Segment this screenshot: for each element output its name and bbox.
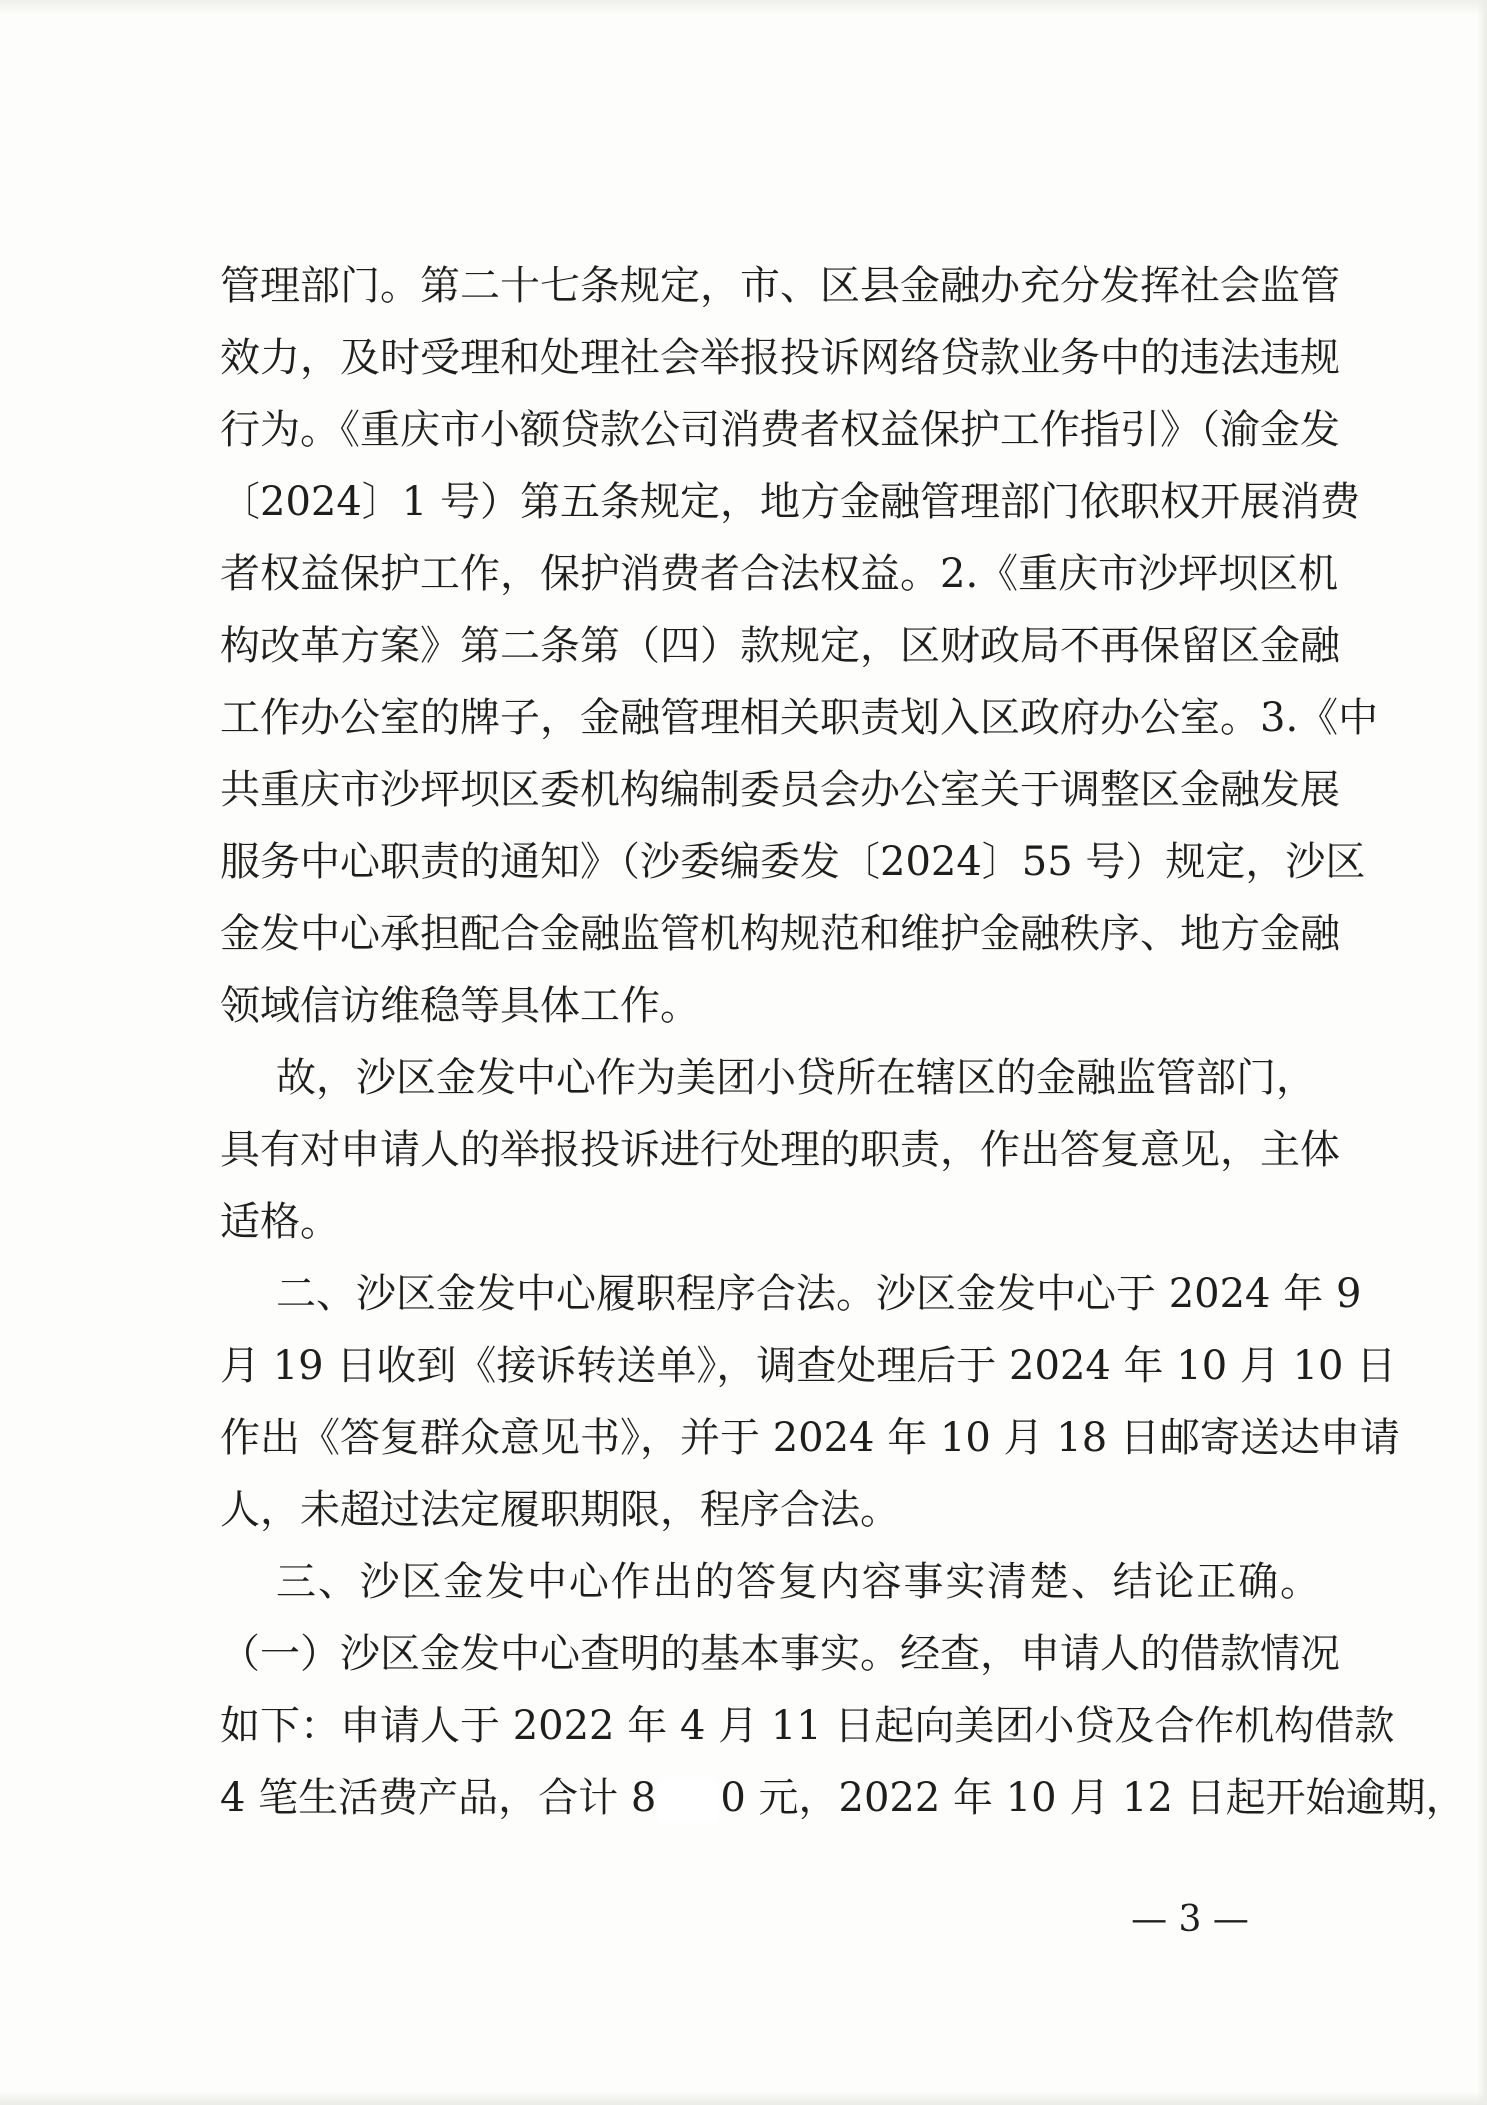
text-after-redaction: 0 元，2022 年 10 月 12 日起开始逾期， (720, 1775, 1466, 1821)
scan-edge-bottom (0, 2091, 1487, 2105)
text-line: 作出《答复群众意见书》，并于 2024 年 10 月 18 日邮寄送达申请 (220, 1415, 1400, 1461)
text-line: 月 19 日收到《接诉转送单》，调查处理后于 2024 年 10 月 10 日 (220, 1343, 1397, 1389)
text-line: 服务中心职责的通知》（沙委编委发〔2024〕55 号）规定，沙区 (220, 839, 1366, 885)
text-line: 三、沙区金发中心作出的答复内容事实清楚、结论正确。 (276, 1559, 1320, 1605)
text-line: 效力，及时受理和处理社会举报投诉网络贷款业务中的违法违规 (220, 335, 1340, 381)
text-line-redacted (220, 1766, 1466, 1830)
text-line: 如下：申请人于 2022 年 4 月 11 日起向美团小贷及合作机构借款 (220, 1703, 1395, 1749)
text-line: 构改革方案》第二条第（四）款规定，区财政局不再保留区金融 (220, 623, 1340, 669)
text-line: 管理部门。第二十七条规定，市、区县金融办充分发挥社会监管 (220, 263, 1340, 309)
text-line: 二、沙区金发中心履职程序合法。沙区金发中心于 2024 年 9 (276, 1271, 1362, 1317)
text-line: 人，未超过法定履职期限，程序合法。 (220, 1487, 900, 1533)
text-line: （一）沙区金发中心查明的基本事实。经查，申请人的借款情况 (220, 1631, 1340, 1677)
text-line: 具有对申请人的举报投诉进行处理的职责，作出答复意见，主体 (220, 1127, 1340, 1173)
scan-edge-right (1477, 0, 1487, 2105)
text-line: 金发中心承担配合金融监管机构规范和维护金融秩序、地方金融 (220, 911, 1340, 957)
text-line: 〔2024〕1 号）第五条规定，地方金融管理部门依职权开展消费 (220, 479, 1360, 525)
text-before-redaction: 4 笔生活费产品，合计 8 (220, 1775, 657, 1821)
text-line: 者权益保护工作，保护消费者合法权益。2.《重庆市沙坪坝区机 (220, 551, 1339, 597)
text-line: 共重庆市沙坪坝区委机构编制委员会办公室关于调整区金融发展 (220, 767, 1340, 813)
redaction-block (658, 1781, 718, 1821)
scan-edge-top (0, 0, 1487, 14)
page-number: — 3 — (1131, 1899, 1249, 1940)
text-line: 领域信访维稳等具体工作。 (220, 983, 700, 1029)
text-line: 行为。《重庆市小额贷款公司消费者权益保护工作指引》（渝金发 (220, 407, 1340, 453)
text-line: 适格。 (220, 1199, 340, 1245)
text-line: 工作办公室的牌子，金融管理相关职责划入区政府办公室。3.《中 (220, 695, 1379, 741)
text-line: 故，沙区金发中心作为美团小贷所在辖区的金融监管部门， (276, 1055, 1316, 1101)
